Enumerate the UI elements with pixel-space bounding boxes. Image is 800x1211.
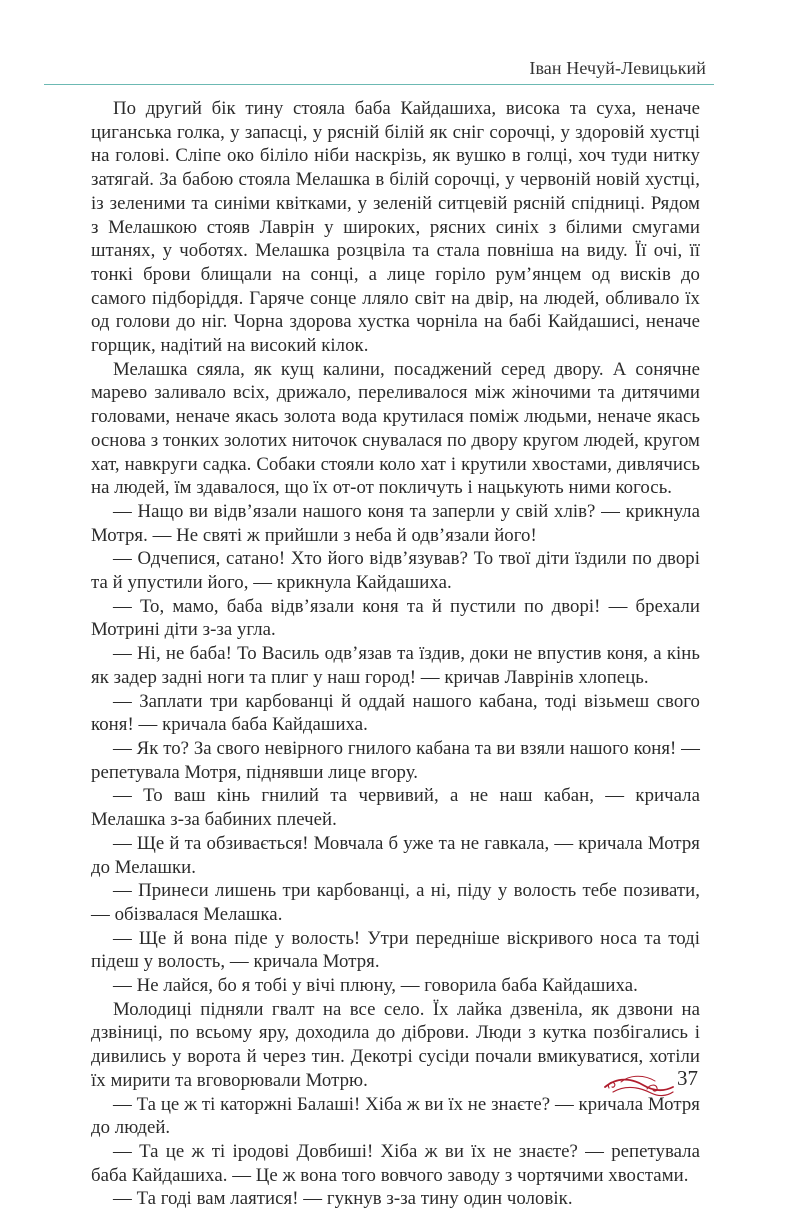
paragraph: — Та годі вам лаятися! — гукнув з-за тину один чоловік.: [113, 1188, 573, 1210]
paragraph: — Та це ж ті іродові Довбиші! Хіба ж ви їх не знаєте? — репетувала баба Кайдашиха. — Це ж вона того вовчого заводу з чортячими хвостами.: [91, 1140, 700, 1186]
paragraph: — Не лайся, бо я тобі у вічі плюну, — говорила баба Кайдашиха.: [113, 975, 638, 997]
paragraph: Мелашка сяяла, як кущ калини, посаджений серед двору. А сонячне марево заливало всіх, дрижало, переливалося між жіночими та дитячими головами, неначе якась золота вода крутилася поміж людьми, неначе якась основа з тонких золотих ниточок снувалася по двору кругом людей, кругом хат, навкруги садка. Собаки стояли коло хат і крутили хвостами, дивлячись на людей, їм здавалося, що їх от-от покличуть і нацькують ними когось.: [91, 358, 700, 499]
paragraph: — Як то? За свого невірного гнилого кабана та ви взяли нашого коня! — репетувала Мотря, піднявши лице вгору.: [91, 737, 700, 783]
paragraph: — Принеси лишень три карбованці, а ні, піду у волость тебе позивати, — обізвалася Мелашка.: [91, 880, 700, 925]
paragraph: — Одчепися, сатано! Хто його відв’язував? То твої діти їздили по дворі та й упустили його, — крикнула Кайдашиха.: [91, 548, 700, 594]
paragraph: — Та це ж ті каторжні Балаші! Хіба ж ви їх не знаєте? — кричала Мотря до людей.: [91, 1093, 700, 1139]
page-number: 37: [677, 1066, 698, 1090]
paragraph: — Ще й вона піде у волость! Утри передніше віскривого носа та тоді підеш у волость, — кричала Мотря.: [91, 927, 700, 973]
page-footer: [603, 1064, 713, 1102]
paragraph: — То ваш кінь гнилий та червивий, а не наш кабан, — кричала Мелашка з-за бабиних плечей.: [91, 785, 700, 831]
paragraph: — Заплати три карбованці й оддай нашого кабана, тоді візьмеш свого коня! — кричала баба Кайдашиха.: [91, 690, 700, 736]
paragraph: По другий бік тину стояла баба Кайдашиха, висока та суха, неначе циганська голка, у запасці, у рясній білій як сніг сорочці, у здоровій хустці на голові. Сліпе око біліло ніби наскрізь, як вушко в голці, хоч туди нитку затягай. За бабою стояла Мелашка в білій сорочці, у червоній новій хустці, із зеленими та синіми квітками, у зеленій ситцевій рясній спідниці. Рядом з Мелашкою стояв Лаврін у широких, рясних синіх з білими смугами штанях, у чоботях. Мелашка розцвіла та стала повніша на виду. Її очі, її тонкі брови блищали на сонці, а лице горіло рум’янцем од висків до самого підборіддя. Гаряче сонце лляло світ на двір, на людей, обливало їх од голови до ніг. Чорна здорова хустка чорніла на бабі Кайдашисі, неначе горщик, надітий на високий кілок.: [91, 98, 700, 357]
flourish-ornament-icon: [603, 1066, 675, 1100]
text-body: [91, 97, 700, 1211]
paragraph: Молодиці підняли гвалт на все село. Їх лайка дзвеніла, як дзвони на дзвіниці, по всьому яру, доходила до діброви. Люди з кутка позбігались і дивились у ворота й через тин. Декотрі сусіди почали вмикуватися, хотіли їх мирити та вговорювали Мотрю.: [91, 998, 700, 1091]
paragraph: — Ні, не баба! То Василь одв’язав та їздив, доки не впустив коня, а кінь як задер задні ноги та плиг у наш город! — кричав Лаврінів хлопець.: [91, 643, 700, 688]
paragraph: — Нащо ви відв’язали нашого коня та заперли у свій хлів? — крикнула Мотря. — Не святі ж прийшли з неба й одв’язали його!: [91, 500, 700, 546]
paragraph: — Ще й та обзивається! Мовчала б уже та не гавкала, — кричала Мотря до Мелашки.: [91, 832, 700, 878]
running-head-author: Іван Нечуй-Левицький: [529, 58, 706, 78]
header-rule: [44, 84, 714, 85]
paragraph: — То, мамо, баба відв’язали коня та й пустили по дворі! — брехали Мотрині діти з-за угла.: [91, 595, 700, 641]
